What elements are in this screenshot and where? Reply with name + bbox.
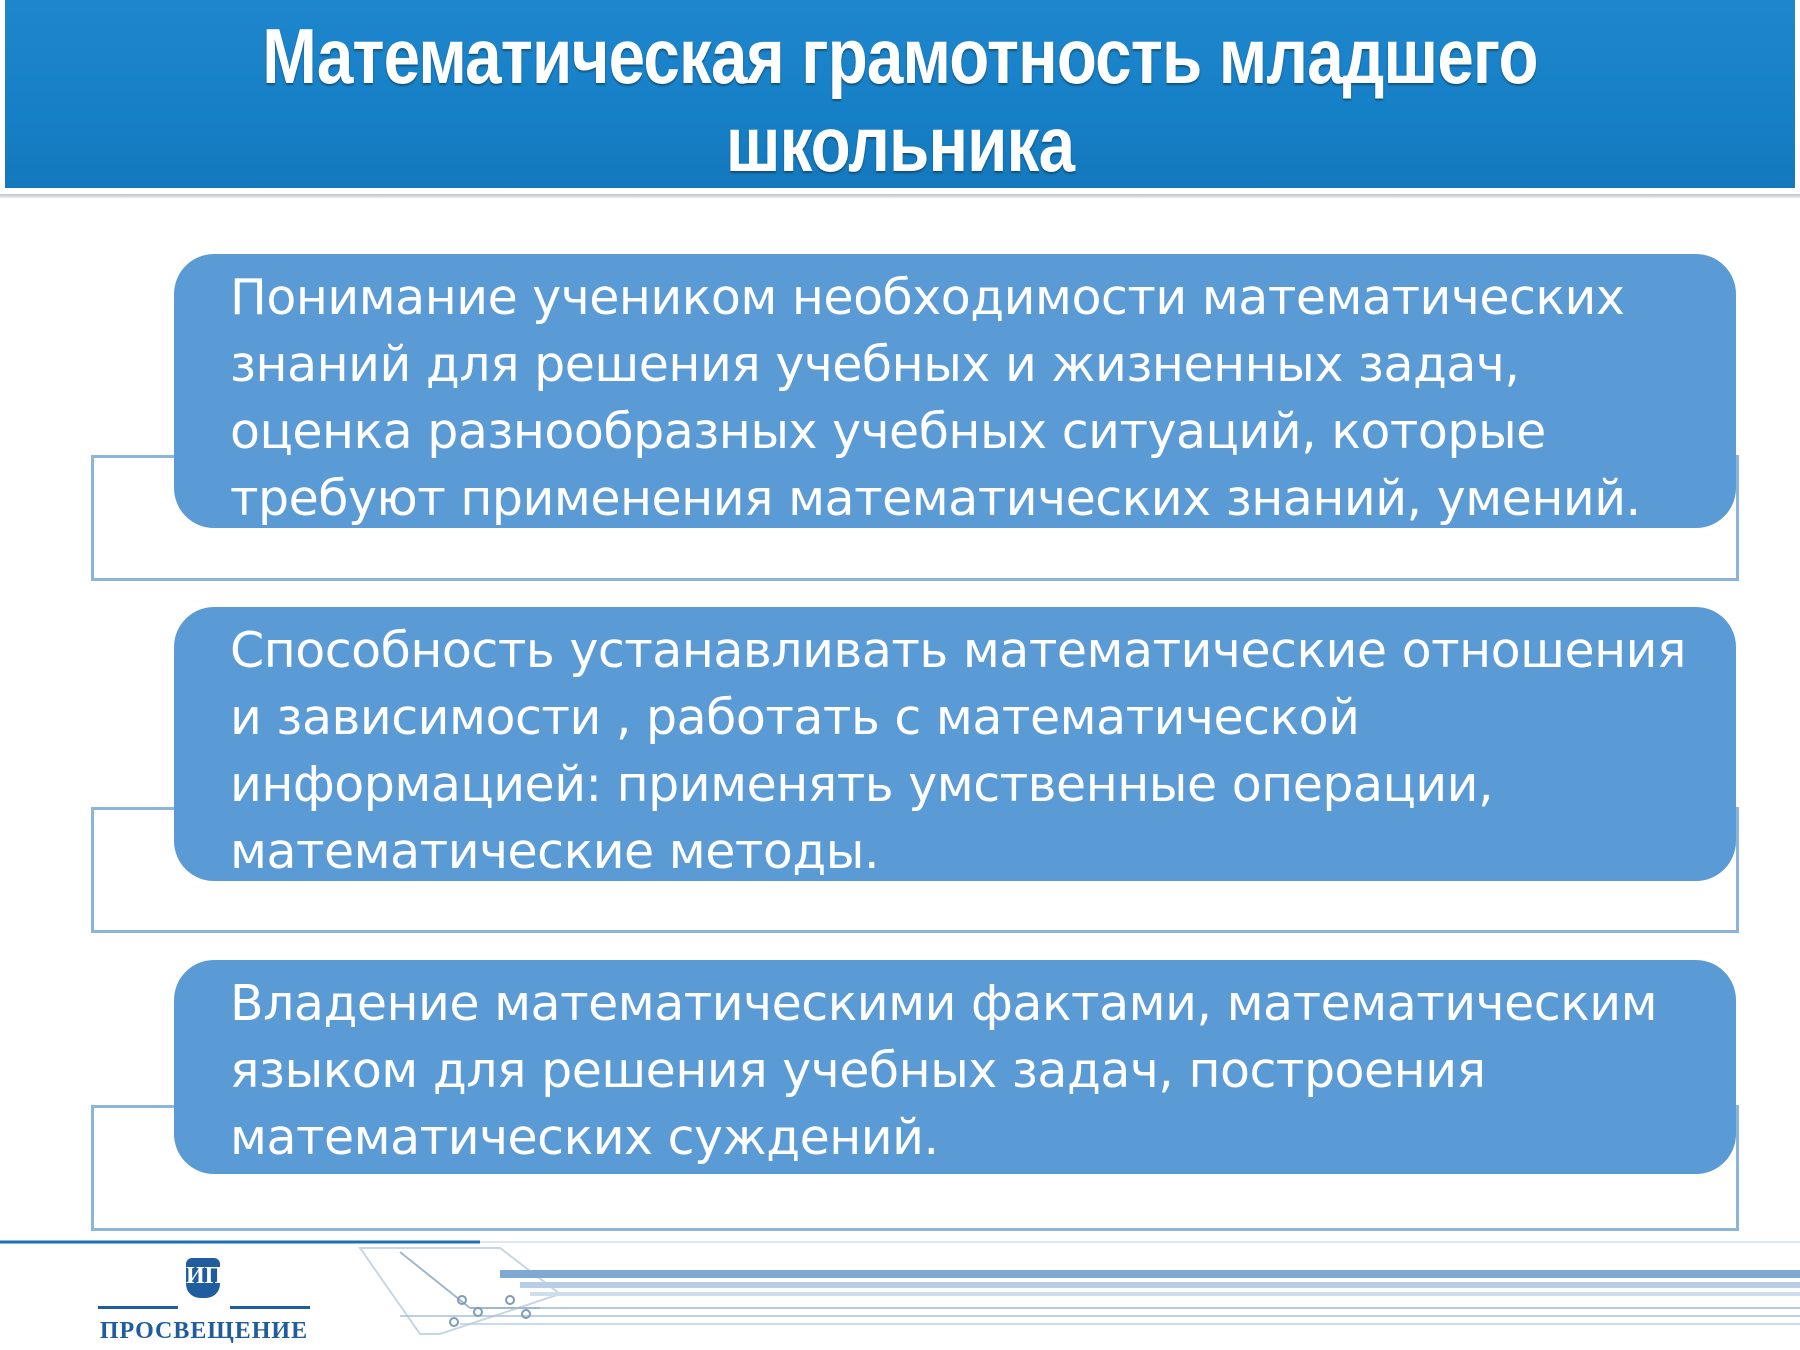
card-3 bbox=[174, 960, 1736, 1174]
page-title-line-2: школьника bbox=[725, 100, 1075, 188]
logo-line-left bbox=[98, 1306, 178, 1309]
card-2-line-3: информацией: применять умственные операции, bbox=[230, 756, 1494, 813]
page-title bbox=[148, 12, 1652, 188]
card-1-line-3: оценка разнообразных учебных ситуаций, которые bbox=[230, 403, 1546, 460]
card-1 bbox=[174, 254, 1736, 528]
logo-name: ПРОСВЕЩЕНИЕ bbox=[99, 1318, 309, 1344]
logo-mark-icon bbox=[186, 1258, 224, 1298]
page-title-line-1: Математическая грамотность младшего bbox=[262, 12, 1538, 100]
card-2-line-4: математические методы. bbox=[230, 823, 880, 880]
logo-mark-letters: ИП bbox=[186, 1263, 224, 1289]
footer bbox=[0, 1238, 1800, 1350]
card-1-line-4: требуют применения математических знаний, умений. bbox=[230, 470, 1641, 527]
card-1-line-2: знаний для решения учебных и жизненных задач, bbox=[230, 336, 1520, 393]
card-3-line-3: математических суждений. bbox=[230, 1109, 939, 1166]
prosveshchenie-logo bbox=[96, 1256, 312, 1346]
header-divider bbox=[0, 194, 1800, 198]
card-3-line-1: Владение математическими фактами, математическим bbox=[230, 975, 1658, 1032]
card-2-line-2: и зависимости , работать с математической bbox=[230, 689, 1360, 746]
card-2 bbox=[174, 607, 1736, 881]
logo-line-right bbox=[230, 1306, 310, 1309]
card-1-line-1: Понимание учеником необходимости математических bbox=[230, 269, 1625, 326]
card-3-line-2: языком для решения учебных задач, построения bbox=[230, 1042, 1486, 1099]
card-2-line-1: Способность устанавливать математические отношения bbox=[230, 622, 1686, 679]
